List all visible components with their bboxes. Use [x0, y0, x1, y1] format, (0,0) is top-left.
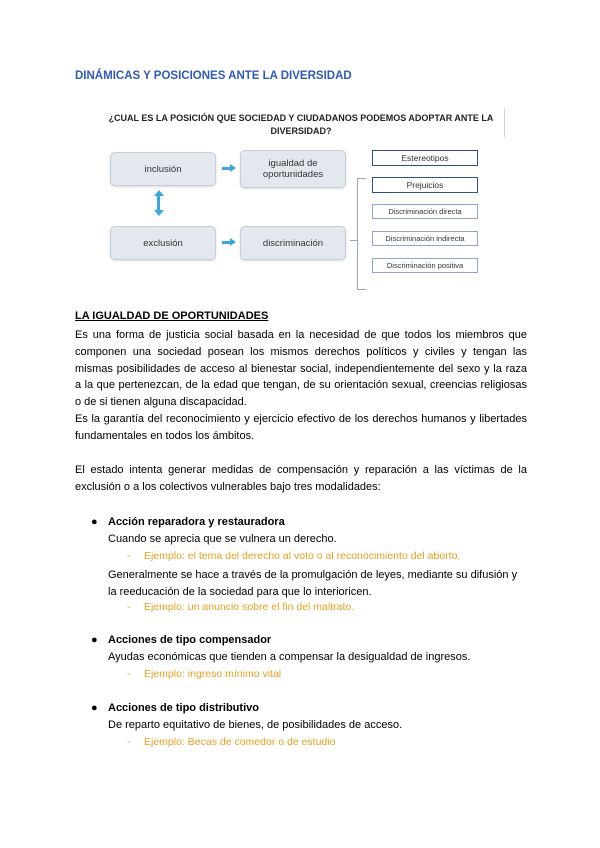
discrimination-label: discriminación [262, 237, 324, 249]
diagram-divider [504, 109, 505, 137]
exclusion-box [110, 226, 216, 260]
document-title: DINÁMICAS Y POSICIONES ANTE LA DIVERSIDAD [75, 70, 352, 82]
bullet-icon: ● [91, 702, 98, 714]
dash-icon: - [127, 668, 131, 680]
example-text: Ejemplo: el tema del derecho al voto o al reconocimiento del aborto. [144, 550, 461, 562]
diagram-item-label: Estereotipos [401, 153, 449, 163]
arrow-down-icon [154, 210, 164, 216]
dash-icon: - [127, 550, 131, 562]
diagram-item-label: Discriminación positiva [386, 261, 464, 270]
brace [357, 178, 366, 290]
diagram-item-label: Discriminación indirecta [385, 234, 465, 243]
paragraph-guarantee: Es la garantía del reconocimiento y ejercicio efectivo de los derechos humanos y libertades fundamentales en todos los ámbitos. [75, 413, 527, 442]
diagram-item-label: Prejuicios [406, 180, 444, 190]
bullet-text: De reparto equitativo de bienes, de posibilidades de acceso. [108, 719, 403, 731]
diagram-item-discriminacion-indirecta [372, 231, 478, 246]
bullet-title-distributivo: Acciones de tipo distributivo [108, 702, 259, 714]
bullet-text: Cuando se aprecia que se vulnera un derecho. [108, 533, 337, 545]
bullet-text: Generalmente se hace a través de la promulgación de leyes, mediante su difusión y la reeducación de la sociedad para que lo interioricen. [108, 569, 518, 598]
diagram-item-discriminacion-positiva [372, 258, 478, 273]
diagram-question-line1: ¿CUAL ES LA POSICIÓN QUE SOCIEDAD Y CIUDADANOS PODEMOS ADOPTAR ANTE LA [108, 113, 494, 123]
diagram-item-discriminacion-directa [372, 204, 478, 219]
arrow-right-icon [230, 238, 236, 246]
discrimination-box [240, 226, 346, 260]
diagram-item-prejuicios [372, 177, 478, 193]
paragraph-modalities: El estado intenta generar medidas de compensación y reparación a las víctimas de la exclusión o a los colectivos vulnerables bajo tres modalidades: [75, 464, 527, 493]
exclusion-label: exclusión [143, 237, 183, 249]
example-text: Ejemplo: un anuncio sobre el fin del maltrato. [144, 601, 355, 613]
arrow-right-icon [230, 164, 236, 172]
vertical-arrow-shaft [157, 196, 160, 210]
equality-box [240, 150, 346, 188]
diagram-item-label: Discriminación directa [388, 207, 462, 216]
arrow-shaft-top [222, 167, 230, 170]
paragraph-definition: Es una forma de justicia social basada en la necesidad de que todos los miembros que componen una sociedad posean los mismos derechos políticos y civiles y tengan las mismas posibilidades de acceso al bienestar social, independientemente del sexo y la raza a la que pertenezcan, de la edad que tengan, de su orientación sexual, creencias religiosas o de si tienen alguna discapacidad. [75, 329, 527, 409]
bullet-title-compensador: Acciones de tipo compensador [108, 634, 272, 646]
dash-icon: - [127, 736, 131, 748]
diagram-item-estereotipos [372, 150, 478, 166]
inclusion-box [110, 152, 216, 186]
example-text: Ejemplo: Becas de comedor o de estudio [144, 736, 336, 748]
dash-icon: - [127, 601, 131, 613]
diagram-question [104, 112, 498, 138]
arrow-shaft-bottom [222, 241, 230, 244]
bullet-icon: ● [91, 516, 98, 528]
section-heading: LA IGUALDAD DE OPORTUNIDADES [75, 310, 269, 322]
bullet-text: Ayudas económicas que tienden a compensar la desigualdad de ingresos. [108, 651, 471, 663]
diagram-question-line2: DIVERSIDAD? [270, 126, 332, 136]
example-text: Ejemplo: ingreso mínimo vital [144, 668, 282, 680]
inclusion-label: inclusión [144, 163, 182, 175]
bullet-title-reparadora: Acción reparadora y restauradora [108, 516, 285, 528]
bullet-icon: ● [91, 634, 98, 646]
equality-label: igualdad de oportunidades [262, 158, 324, 180]
